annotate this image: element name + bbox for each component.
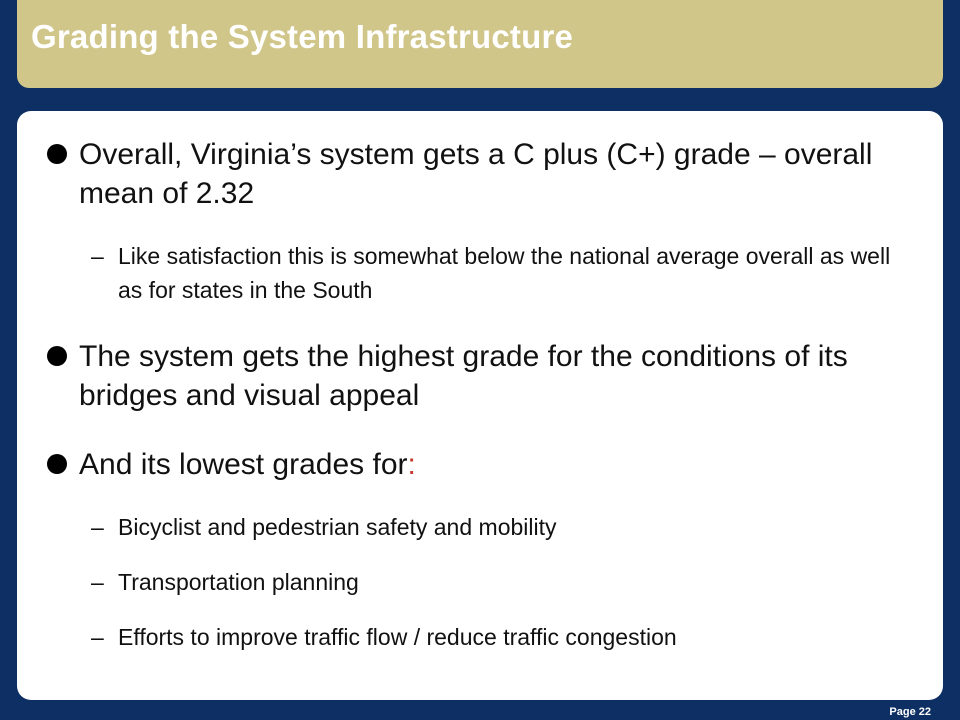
dash-icon: – xyxy=(91,243,104,269)
sub-bullet-text: Efforts to improve traffic flow / reduce traffic congestion xyxy=(118,624,677,650)
sub-bullet-bicyclist xyxy=(91,510,921,544)
page-number: Page 22 xyxy=(889,706,931,718)
bullet-text: The system gets the highest grade for the conditions of its bridges and visual appeal xyxy=(79,340,848,412)
sub-bullet-text: Bicyclist and pedestrian safety and mobility xyxy=(118,514,557,540)
dash-icon: – xyxy=(91,514,104,540)
bullet-colon: : xyxy=(407,448,416,481)
bullet-text: Overall, Virginia’s system gets a C plus (C+) grade – overall mean of 2.32 xyxy=(79,138,873,210)
dash-icon: – xyxy=(91,569,104,595)
sub-bullet-text: Transportation planning xyxy=(118,569,359,595)
sub-bullet-planning xyxy=(91,565,921,599)
sub-bullet-text: Like satisfaction this is somewhat below the national average overall as well as for states in the South xyxy=(118,243,891,303)
bullet-dot-icon xyxy=(47,144,67,164)
bullet-text-main: And its lowest grades for xyxy=(79,448,408,481)
title-bar xyxy=(17,0,943,88)
slide-title: Grading the System Infrastructure xyxy=(31,18,574,55)
content-box xyxy=(17,111,943,700)
bullet-highest-grade xyxy=(47,337,917,417)
sub-bullet-traffic xyxy=(91,620,921,654)
bullet-text xyxy=(79,445,879,484)
bullet-dot-icon xyxy=(47,454,67,474)
bullet-overall-grade xyxy=(47,135,917,215)
bullet-lowest-grades xyxy=(47,445,917,485)
sub-bullet-satisfaction xyxy=(91,239,921,309)
bullet-dot-icon xyxy=(47,346,67,366)
dash-icon: – xyxy=(91,624,104,650)
